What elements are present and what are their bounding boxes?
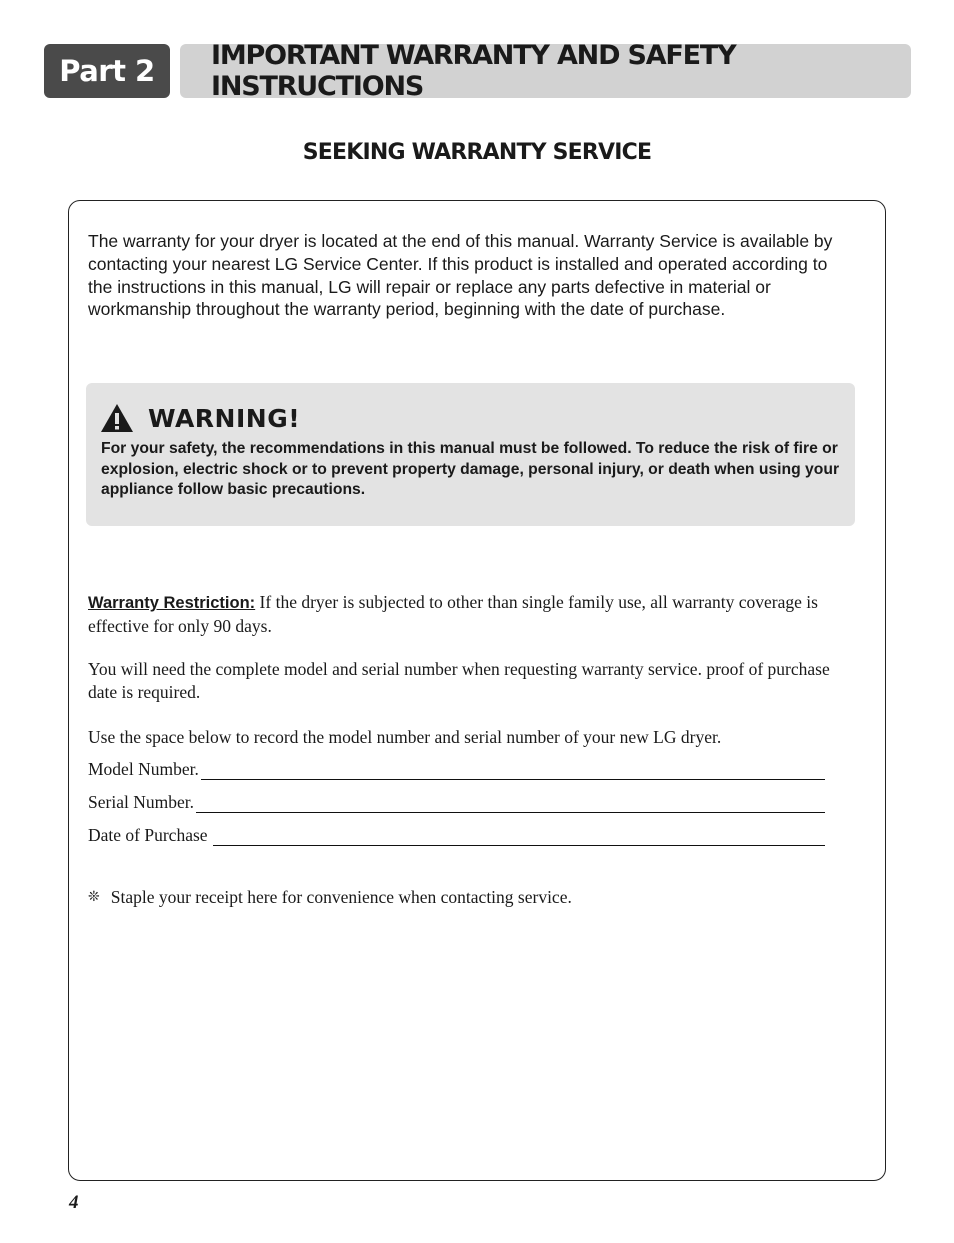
page-title-bar [180,40,911,102]
date-of-purchase-field [88,822,825,846]
date-of-purchase-label: Date of Purchase [88,824,208,845]
warning-text: For your safety, the recommendations in this manual must be followed. To reduce the risk of fire or explosion, electric shock or to prevent property damage, personal injury, or death when using your appliance follow basic precautions. [101,440,840,499]
page-title: IMPORTANT WARRANTY AND SAFETY INSTRUCTIONS [211,40,736,102]
warning-header [100,402,300,434]
page-number: 4 [69,1192,79,1213]
section-title: SEEKING WARRANTY SERVICE [302,140,652,165]
record-note: Use the space below to record the model number and serial number of your new LG dryer. [88,727,722,747]
warning-title: WARNING! [148,403,301,433]
model-serial-note: You will need the complete model and serial number when requesting warranty service. proof of purchase date is required. [88,659,830,702]
staple-note [88,886,833,909]
staple-text: Staple your receipt here for convenience when contacting service. [110,887,572,907]
serial-number-label: Serial Number. [88,791,194,812]
warranty-restriction [88,591,833,637]
warranty-restriction-label: Warranty Restriction: [88,594,256,612]
intro-paragraph: The warranty for your dryer is located at the end of this manual. Warranty Service is available by contacting your nearest LG Service Center. If this product is installed and operated according to the instructions in this manual, LG will repair or replace any parts defective in material or workmanship throughout the warranty period, beginning with the date of purchase. [88,231,833,320]
model-number-line[interactable] [201,761,825,780]
asterisk-icon: ❊ [88,889,100,905]
warranty-restriction-text: If the dryer is subjected to other than single family use, all warranty coverage is effective for only 90 days. [88,592,818,636]
date-of-purchase-line[interactable] [213,827,825,846]
warning-triangle-icon [100,403,134,433]
model-number-field [88,756,825,780]
part-tab: Part 2 [44,44,170,98]
model-number-label: Model Number. [88,758,199,779]
serial-number-line[interactable] [196,794,825,813]
serial-number-field [88,789,825,813]
